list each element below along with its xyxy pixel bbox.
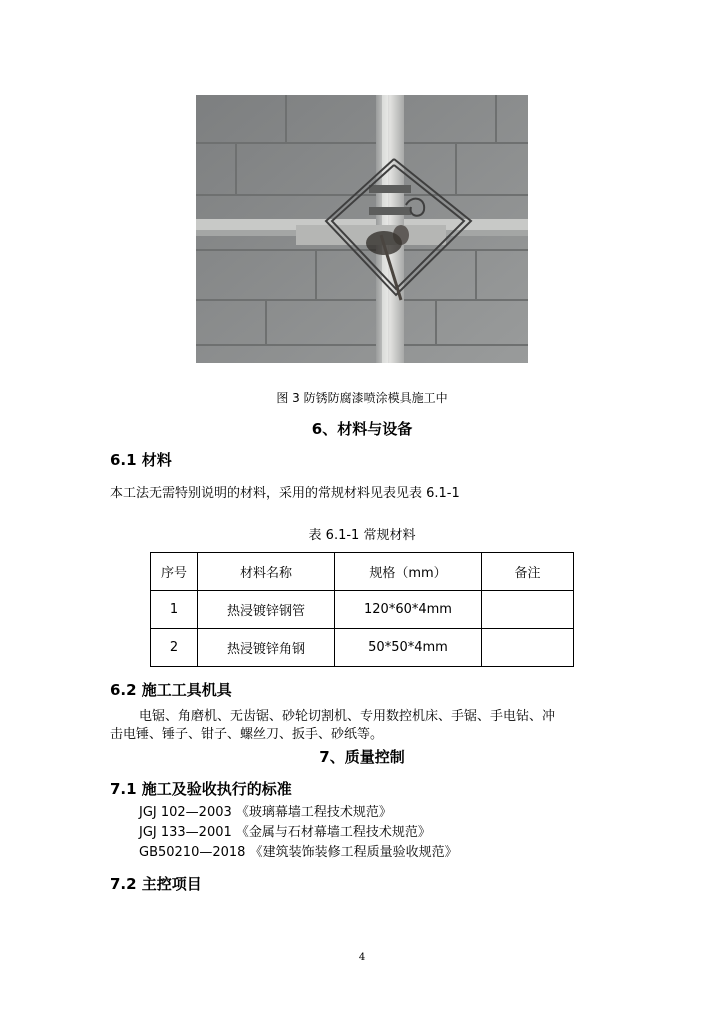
- materials-table: [150, 552, 574, 667]
- cell-remark: [482, 629, 574, 667]
- cell-spec: 50*50*4mm: [335, 629, 482, 667]
- cell-index: 2: [151, 629, 198, 667]
- section-6-heading: 6、材料与设备: [311, 420, 413, 438]
- figure-caption: 图 3 防锈防腐漆喷涂模具施工中: [276, 391, 448, 405]
- header-remark: 备注: [482, 553, 574, 591]
- header-spec: 规格（mm）: [335, 553, 482, 591]
- header-material-name: 材料名称: [198, 553, 335, 591]
- section-6-2-line-1: 电锯、角磨机、无齿锯、砂轮切割机、专用数控机床、手锯、手电钻、冲: [139, 709, 556, 724]
- section-7-heading: 7、质量控制: [319, 748, 405, 766]
- section-6-1-text: 本工法无需特别说明的材料，采用的常规材料见表见表 6.1-1: [110, 486, 460, 501]
- section-6-2-line-2: 击电锤、锤子、钳子、螺丝刀、扳手、砂纸等。: [110, 727, 384, 742]
- standard-item: GB50210—2018 《建筑装饰装修工程质量验收规范》: [139, 845, 458, 860]
- standard-item: JGJ 133—2001 《金属与石材幕墙工程技术规范》: [139, 825, 431, 840]
- standard-item: JGJ 102—2003 《玻璃幕墙工程技术规范》: [139, 805, 392, 820]
- wall-mold-illustration: [196, 95, 528, 363]
- table-row: [151, 629, 574, 667]
- section-7-1-heading: 7.1 施工及验收执行的标准: [110, 780, 292, 798]
- section-6-2-heading: 6.2 施工工具机具: [110, 681, 232, 699]
- cell-index: 1: [151, 591, 198, 629]
- cell-material-name: 热浸镀锌钢管: [198, 591, 335, 629]
- page-number: 4: [358, 952, 366, 963]
- table-row: [151, 591, 574, 629]
- cell-material-name: 热浸镀锌角钢: [198, 629, 335, 667]
- table-header-row: [151, 553, 574, 591]
- header-index: 序号: [151, 553, 198, 591]
- section-7-2-heading: 7.2 主控项目: [110, 875, 202, 893]
- table-caption: 表 6.1-1 常规材料: [308, 528, 416, 543]
- cell-remark: [482, 591, 574, 629]
- cell-spec: 120*60*4mm: [335, 591, 482, 629]
- section-6-1-heading: 6.1 材料: [110, 451, 172, 469]
- construction-photo: [196, 95, 528, 363]
